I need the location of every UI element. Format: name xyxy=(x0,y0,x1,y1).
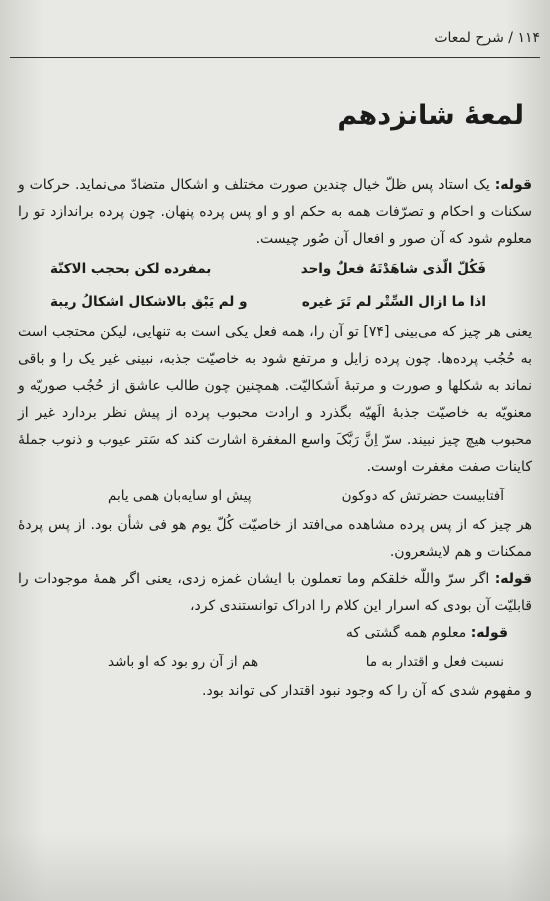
paragraph-4 xyxy=(18,566,532,620)
verse-1-first-hemistich: فَکُلّ الّذی شاهَدْتَهُ فعلٌ واحد xyxy=(300,261,486,277)
verse-2-first-hemistich: اذا ما ازال السِّتْر لم تَرَ غیره xyxy=(301,294,486,310)
paragraph-1 xyxy=(18,172,532,253)
paragraph-5-text: معلوم همه گشتی که xyxy=(345,625,467,641)
persian-verse-1-first-hemistich: آفتابیست حضرتش که دوکون xyxy=(341,488,504,504)
running-head: ۱۱۴ / شرح لمعات xyxy=(434,30,540,46)
paragraph-2: یعنی هر چیز که می‌بینی [۷۴] تو آن را، همه فعل یکی است به تنهایی، لیکن محتجب است به حُجُب پرده‌ها. چون پرده زایل و مرتفع شود به خاصیّت جذبه، نبینی غیر یک را و باقی نماند به شکلها و صورت و مرتبهٔ اَشکالیّت. همچنین چون طالب عاشق از حُجُب صوریّه و معنویّه به خاصیّت جذبهٔ الَهیّه بگذرد و ارادت محبوب پرده از پیش نظر بردارد غیر از محبوب هیچ چیز نبیند. سرّ اِنَّ رَبَّکَ واسع المغفرة اشارت کند که سَتر عیوب و ذنوب جملهٔ کاینات صفت مغفرت اوست. xyxy=(18,324,532,475)
persian-verse-2 xyxy=(18,647,532,678)
arabic-verse-2 xyxy=(18,286,532,319)
paragraph-5 xyxy=(18,620,532,647)
persian-verse-1 xyxy=(18,481,532,512)
paragraph-4-text: اگر سرّ واللّه خلقکم وما تعملون با ایشان غمزه زدی، یعنی اگر همهٔ موجودات را قابلیّت آن بودی که اسرار این کلام را ادراک توانستندی کرد، xyxy=(18,571,532,614)
paragraph-3: هر چیز که از پس پرده مشاهده می‌افتد از خاصیّت کُلّ یوم هو فی شأن بود. از پس پردهٔ ممکنات و هم لایشعرون. xyxy=(18,517,532,560)
persian-verse-2-first-hemistich: نسبت فعل و اقتدار به ما xyxy=(365,654,504,670)
body-text xyxy=(18,172,532,705)
paragraph-1-label: قوله: xyxy=(494,177,532,193)
persian-verse-1-second-hemistich: پیش او سایه‌بان همی یابم xyxy=(108,488,252,504)
arabic-verse-1 xyxy=(18,253,532,286)
page-header xyxy=(10,24,540,58)
page-bottom-shadow xyxy=(0,831,550,901)
verse-2-second-hemistich: و لم یَبْق بالاشکال اشکالُ ریبة xyxy=(50,294,248,310)
verse-1-second-hemistich: بمفرده لکن بحجب الاکنّة xyxy=(50,261,212,277)
chapter-title: لمعهٔ شانزدهم xyxy=(337,100,524,131)
paragraph-6: و مفهوم شدی که آن را که وجود نبود اقتدار کی تواند بود. xyxy=(202,683,532,699)
paragraph-5-label: قوله: xyxy=(470,625,508,641)
paragraph-4-label: قوله: xyxy=(494,571,532,587)
paragraph-1-text: یک استاد پس ظلّ خیال چندین صورت مختلف و اشکال متضادّ می‌نماید. حرکات و سکنات و احکام و تصرّفات همه به حکم او و او پس پرده پنهان. چون پرده براندازد تو را معلوم شود که آن صور و افعال آن صُور چیست. xyxy=(18,177,532,247)
persian-verse-2-second-hemistich: هم از آن رو بود که او باشد xyxy=(108,654,259,670)
